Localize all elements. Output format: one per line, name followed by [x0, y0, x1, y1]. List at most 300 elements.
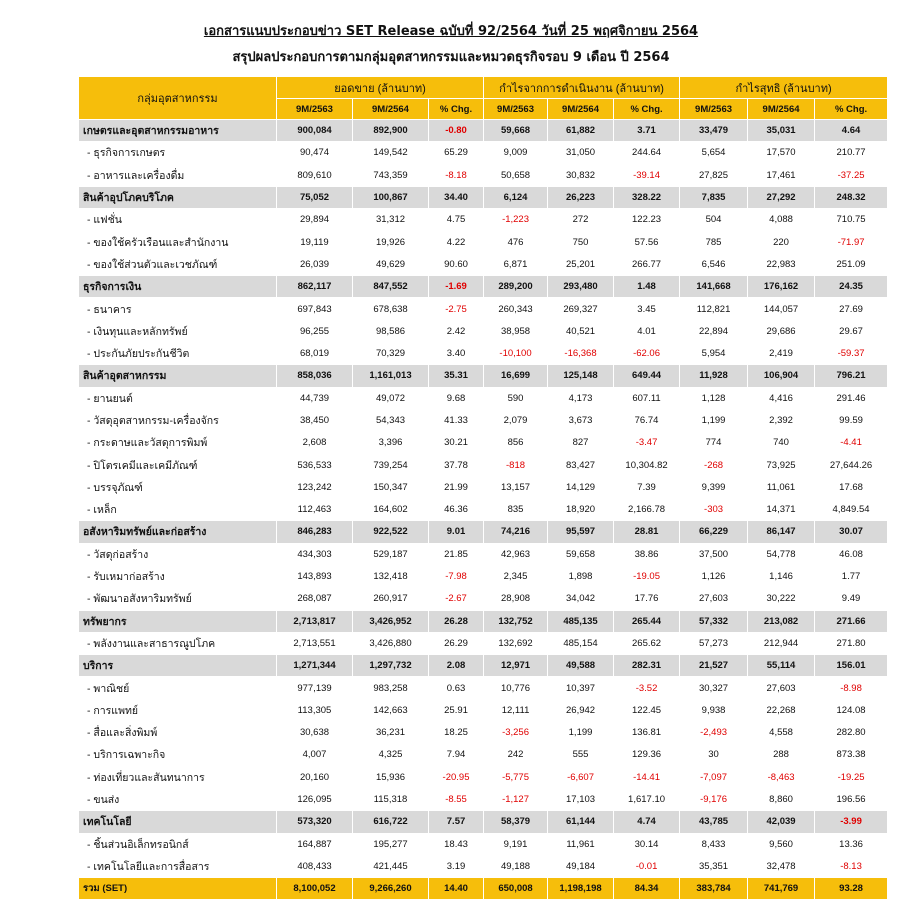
document-subtitle: สรุปผลประกอบการตามกลุ่มอุตสาหกรรมและหมวดธุรกิจรอบ 9 เดือน ปี 2564	[232, 50, 670, 65]
value-cell: 57,273	[680, 632, 748, 654]
value-cell: 1,199	[548, 722, 614, 744]
header-operating-profit: กำไรจากการดำเนินงาน (ล้านบาท)	[484, 77, 680, 99]
value-cell: 873.38	[815, 744, 888, 766]
value-cell: 27,644.26	[815, 454, 888, 476]
value-cell: 164,887	[277, 833, 353, 855]
value-cell: 19,926	[353, 231, 429, 253]
category-row	[79, 610, 888, 632]
header-change: % Chg.	[815, 99, 888, 120]
row-label: - วัสดุอุตสาหกรรม-เครื่องจักร	[79, 409, 277, 431]
value-cell: 4.22	[429, 231, 484, 253]
value-cell: 22,983	[748, 253, 815, 275]
header-period-2563: 9M/2563	[277, 99, 353, 120]
value-cell: -3.99	[815, 811, 888, 833]
value-cell: 573,320	[277, 811, 353, 833]
header-row-groups	[79, 77, 888, 99]
value-cell: 774	[680, 432, 748, 454]
row-label: เกษตรและอุตสาหกรรมอาหาร	[79, 120, 277, 142]
value-cell: 2,713,551	[277, 632, 353, 654]
row-label: - เหล็ก	[79, 499, 277, 521]
value-cell: 68,019	[277, 342, 353, 364]
value-cell: 98,586	[353, 320, 429, 342]
header-change: % Chg.	[429, 99, 484, 120]
header-period-2563: 9M/2563	[484, 99, 548, 120]
header-industry-group: กลุ่มอุตสาหกรรม	[79, 77, 277, 120]
value-cell: -20.95	[429, 766, 484, 788]
value-cell: 383,784	[680, 878, 748, 900]
row-label: - พัฒนาอสังหาริมทรัพย์	[79, 588, 277, 610]
value-cell: 268,087	[277, 588, 353, 610]
value-cell: 26.29	[429, 632, 484, 654]
value-cell: 84.34	[614, 878, 680, 900]
value-cell: 126,095	[277, 788, 353, 810]
header-period-2564: 9M/2564	[353, 99, 429, 120]
value-cell: 16,699	[484, 365, 548, 387]
value-cell: 57,332	[680, 610, 748, 632]
value-cell: 37,500	[680, 543, 748, 565]
value-cell: 9,560	[748, 833, 815, 855]
value-cell: 4.75	[429, 209, 484, 231]
value-cell: 12,111	[484, 699, 548, 721]
value-cell: 710.75	[815, 209, 888, 231]
value-cell: 4,558	[748, 722, 815, 744]
subcategory-row	[79, 788, 888, 810]
value-cell: 2,713,817	[277, 610, 353, 632]
value-cell: 28,908	[484, 588, 548, 610]
value-cell: 25.91	[429, 699, 484, 721]
value-cell: -2,493	[680, 722, 748, 744]
value-cell: 30.07	[815, 521, 888, 543]
value-cell: 27,292	[748, 186, 815, 208]
subcategory-row	[79, 543, 888, 565]
value-cell: 3,396	[353, 432, 429, 454]
value-cell: 144,057	[748, 298, 815, 320]
value-cell: 42,963	[484, 543, 548, 565]
value-cell: -4.41	[815, 432, 888, 454]
value-cell: 125,148	[548, 365, 614, 387]
row-label: - แฟชั่น	[79, 209, 277, 231]
value-cell: 43,785	[680, 811, 748, 833]
value-cell: 260,917	[353, 588, 429, 610]
header-period-2564: 9M/2564	[548, 99, 614, 120]
value-cell: 856	[484, 432, 548, 454]
value-cell: 40,521	[548, 320, 614, 342]
value-cell: 3,426,880	[353, 632, 429, 654]
value-cell: -19.25	[815, 766, 888, 788]
value-cell: 66,229	[680, 521, 748, 543]
value-cell: 112,821	[680, 298, 748, 320]
value-cell: 2,166.78	[614, 499, 680, 521]
subcategory-row	[79, 298, 888, 320]
value-cell: 59,668	[484, 120, 548, 142]
subcategory-row	[79, 833, 888, 855]
row-label: บริการ	[79, 655, 277, 677]
value-cell: 90.60	[429, 253, 484, 275]
value-cell: 176,162	[748, 276, 815, 298]
subcategory-row	[79, 699, 888, 721]
value-cell: 26.28	[429, 610, 484, 632]
value-cell: 30.14	[614, 833, 680, 855]
value-cell: 485,154	[548, 632, 614, 654]
value-cell: 847,552	[353, 276, 429, 298]
value-cell: 242	[484, 744, 548, 766]
value-cell: 132,752	[484, 610, 548, 632]
header-net-profit: กำไรสุทธิ (ล้านบาท)	[680, 77, 888, 99]
value-cell: 132,692	[484, 632, 548, 654]
value-cell: 164,602	[353, 499, 429, 521]
value-cell: 17.68	[815, 476, 888, 498]
value-cell: 86,147	[748, 521, 815, 543]
value-cell: 31,050	[548, 142, 614, 164]
header-period-2563: 9M/2563	[680, 99, 748, 120]
value-cell: 20,160	[277, 766, 353, 788]
row-label: - สื่อและสิ่งพิมพ์	[79, 722, 277, 744]
value-cell: 809,610	[277, 164, 353, 186]
value-cell: 785	[680, 231, 748, 253]
value-cell: 76.74	[614, 409, 680, 431]
value-cell: -2.75	[429, 298, 484, 320]
value-cell: -1.69	[429, 276, 484, 298]
row-label: - ชิ้นส่วนอิเล็กทรอนิกส์	[79, 833, 277, 855]
value-cell: 136.81	[614, 722, 680, 744]
value-cell: 14,129	[548, 476, 614, 498]
value-cell: 9,191	[484, 833, 548, 855]
value-cell: 42,039	[748, 811, 815, 833]
subcategory-row	[79, 722, 888, 744]
document-title: เอกสารแนบประกอบข่าว SET Release ฉบับที่ 92/2564 วันที่ 25 พฤศจิกายน 2564	[203, 24, 699, 39]
value-cell: 1,146	[748, 565, 815, 587]
value-cell: 4,416	[748, 387, 815, 409]
value-cell: -71.97	[815, 231, 888, 253]
value-cell: 3.19	[429, 855, 484, 877]
value-cell: 504	[680, 209, 748, 231]
value-cell: 485,135	[548, 610, 614, 632]
value-cell: 35,031	[748, 120, 815, 142]
value-cell: 1.48	[614, 276, 680, 298]
value-cell: 46.08	[815, 543, 888, 565]
value-cell: 13,157	[484, 476, 548, 498]
value-cell: 122.45	[614, 699, 680, 721]
value-cell: 922,522	[353, 521, 429, 543]
value-cell: 4,088	[748, 209, 815, 231]
value-cell: 7.39	[614, 476, 680, 498]
value-cell: -39.14	[614, 164, 680, 186]
value-cell: 5,954	[680, 342, 748, 364]
value-cell: -14.41	[614, 766, 680, 788]
value-cell: 21,527	[680, 655, 748, 677]
value-cell: 25,201	[548, 253, 614, 275]
value-cell: 31,312	[353, 209, 429, 231]
category-row	[79, 186, 888, 208]
value-cell: 739,254	[353, 454, 429, 476]
value-cell: 4,173	[548, 387, 614, 409]
value-cell: -7.98	[429, 565, 484, 587]
row-label: ธุรกิจการเงิน	[79, 276, 277, 298]
row-label: รวม (SET)	[79, 878, 277, 900]
header-sales: ยอดขาย (ล้านบาท)	[277, 77, 484, 99]
value-cell: 282.31	[614, 655, 680, 677]
subcategory-row	[79, 409, 888, 431]
value-cell: 113,305	[277, 699, 353, 721]
value-cell: 38.86	[614, 543, 680, 565]
value-cell: 434,303	[277, 543, 353, 565]
value-cell: 29,894	[277, 209, 353, 231]
row-label: สินค้าอุปโภคบริโภค	[79, 186, 277, 208]
value-cell: -5,775	[484, 766, 548, 788]
value-cell: -2.67	[429, 588, 484, 610]
row-label: - ประกันภัยประกันชีวิต	[79, 342, 277, 364]
row-label: สินค้าอุตสาหกรรม	[79, 365, 277, 387]
value-cell: 2,608	[277, 432, 353, 454]
value-cell: 740	[748, 432, 815, 454]
value-cell: 100,867	[353, 186, 429, 208]
value-cell: 1,128	[680, 387, 748, 409]
category-row	[79, 655, 888, 677]
value-cell: 4,325	[353, 744, 429, 766]
value-cell: 18.43	[429, 833, 484, 855]
value-cell: 50,658	[484, 164, 548, 186]
header-change: % Chg.	[614, 99, 680, 120]
subcategory-row	[79, 744, 888, 766]
value-cell: 35,351	[680, 855, 748, 877]
value-cell: -8,463	[748, 766, 815, 788]
value-cell: 858,036	[277, 365, 353, 387]
value-cell: 96,255	[277, 320, 353, 342]
value-cell: -8.13	[815, 855, 888, 877]
value-cell: 251.09	[815, 253, 888, 275]
value-cell: 74,216	[484, 521, 548, 543]
value-cell: 27.69	[815, 298, 888, 320]
subcategory-row	[79, 209, 888, 231]
row-label: - เทคโนโลยีและการสื่อสาร	[79, 855, 277, 877]
value-cell: 3.71	[614, 120, 680, 142]
value-cell: 2,392	[748, 409, 815, 431]
value-cell: 796.21	[815, 365, 888, 387]
row-label: - ของใช้ครัวเรือนและสำนักงาน	[79, 231, 277, 253]
row-label: - พาณิชย์	[79, 677, 277, 699]
value-cell: 10,397	[548, 677, 614, 699]
value-cell: 289,200	[484, 276, 548, 298]
row-label: - วัสดุก่อสร้าง	[79, 543, 277, 565]
value-cell: 2,419	[748, 342, 815, 364]
value-cell: 12,971	[484, 655, 548, 677]
category-row	[79, 365, 888, 387]
subcategory-row	[79, 588, 888, 610]
subcategory-row	[79, 253, 888, 275]
subcategory-row	[79, 632, 888, 654]
subcategory-row	[79, 476, 888, 498]
value-cell: 9,399	[680, 476, 748, 498]
value-cell: 616,722	[353, 811, 429, 833]
value-cell: 6,871	[484, 253, 548, 275]
value-cell: 8,860	[748, 788, 815, 810]
value-cell: 55,114	[748, 655, 815, 677]
value-cell: 17,461	[748, 164, 815, 186]
subcategory-row	[79, 565, 888, 587]
value-cell: 4.74	[614, 811, 680, 833]
value-cell: 4.64	[815, 120, 888, 142]
value-cell: 260,343	[484, 298, 548, 320]
value-cell: 2.08	[429, 655, 484, 677]
value-cell: 90,474	[277, 142, 353, 164]
value-cell: 3,426,952	[353, 610, 429, 632]
value-cell: 983,258	[353, 677, 429, 699]
row-label: - ขนส่ง	[79, 788, 277, 810]
row-label: - อาหารและเครื่องดื่ม	[79, 164, 277, 186]
value-cell: -10,100	[484, 342, 548, 364]
value-cell: 4,849.54	[815, 499, 888, 521]
row-label: ทรัพยากร	[79, 610, 277, 632]
value-cell: 900,084	[277, 120, 353, 142]
value-cell: 9,009	[484, 142, 548, 164]
value-cell: 11,928	[680, 365, 748, 387]
value-cell: 36,231	[353, 722, 429, 744]
value-cell: 265.62	[614, 632, 680, 654]
value-cell: 210.77	[815, 142, 888, 164]
value-cell: 26,223	[548, 186, 614, 208]
value-cell: -8.98	[815, 677, 888, 699]
value-cell: -59.37	[815, 342, 888, 364]
value-cell: 0.63	[429, 677, 484, 699]
value-cell: 1,199	[680, 409, 748, 431]
value-cell: 30,832	[548, 164, 614, 186]
row-label: - เงินทุนและหลักทรัพย์	[79, 320, 277, 342]
value-cell: 271.80	[815, 632, 888, 654]
value-cell: 555	[548, 744, 614, 766]
subcategory-row	[79, 454, 888, 476]
value-cell: 22,894	[680, 320, 748, 342]
value-cell: -1,127	[484, 788, 548, 810]
value-cell: 46.36	[429, 499, 484, 521]
value-cell: 835	[484, 499, 548, 521]
value-cell: 2,345	[484, 565, 548, 587]
value-cell: 265.44	[614, 610, 680, 632]
row-label: - ธุรกิจการเกษตร	[79, 142, 277, 164]
value-cell: 54,778	[748, 543, 815, 565]
value-cell: 38,450	[277, 409, 353, 431]
value-cell: 95,597	[548, 521, 614, 543]
value-cell: 196.56	[815, 788, 888, 810]
value-cell: 73,925	[748, 454, 815, 476]
value-cell: 650,008	[484, 878, 548, 900]
value-cell: 9.49	[815, 588, 888, 610]
value-cell: 421,445	[353, 855, 429, 877]
value-cell: 122.23	[614, 209, 680, 231]
value-cell: 19,119	[277, 231, 353, 253]
value-cell: 9,938	[680, 699, 748, 721]
value-cell: 743,359	[353, 164, 429, 186]
value-cell: 590	[484, 387, 548, 409]
value-cell: 29,686	[748, 320, 815, 342]
value-cell: 6,124	[484, 186, 548, 208]
value-cell: 61,144	[548, 811, 614, 833]
value-cell: 58,379	[484, 811, 548, 833]
row-label: - ของใช้ส่วนตัวและเวชภัณฑ์	[79, 253, 277, 275]
row-label: - รับเหมาก่อสร้าง	[79, 565, 277, 587]
results-table	[78, 76, 888, 900]
row-label: - ปิโตรเคมีและเคมีภัณฑ์	[79, 454, 277, 476]
value-cell: 30.21	[429, 432, 484, 454]
value-cell: 862,117	[277, 276, 353, 298]
value-cell: -3,256	[484, 722, 548, 744]
value-cell: 83,427	[548, 454, 614, 476]
value-cell: 11,061	[748, 476, 815, 498]
value-cell: 18.25	[429, 722, 484, 744]
value-cell: 22,268	[748, 699, 815, 721]
value-cell: -1,223	[484, 209, 548, 231]
value-cell: 678,638	[353, 298, 429, 320]
value-cell: 59,658	[548, 543, 614, 565]
value-cell: 2,079	[484, 409, 548, 431]
value-cell: 607.11	[614, 387, 680, 409]
value-cell: 30,327	[680, 677, 748, 699]
category-row	[79, 120, 888, 142]
value-cell: -62.06	[614, 342, 680, 364]
value-cell: 32,478	[748, 855, 815, 877]
value-cell: 697,843	[277, 298, 353, 320]
value-cell: 244.64	[614, 142, 680, 164]
value-cell: 75,052	[277, 186, 353, 208]
value-cell: 271.66	[815, 610, 888, 632]
total-row	[79, 878, 888, 900]
value-cell: 3,673	[548, 409, 614, 431]
category-row	[79, 811, 888, 833]
value-cell: 750	[548, 231, 614, 253]
value-cell: 35.31	[429, 365, 484, 387]
value-cell: 266.77	[614, 253, 680, 275]
value-cell: 741,769	[748, 878, 815, 900]
value-cell: 49,588	[548, 655, 614, 677]
value-cell: 26,942	[548, 699, 614, 721]
value-cell: 1,198,198	[548, 878, 614, 900]
subcategory-row	[79, 142, 888, 164]
value-cell: 536,533	[277, 454, 353, 476]
row-label: อสังหาริมทรัพย์และก่อสร้าง	[79, 521, 277, 543]
subcategory-row	[79, 320, 888, 342]
value-cell: 9.68	[429, 387, 484, 409]
value-cell: 143,893	[277, 565, 353, 587]
value-cell: 61,882	[548, 120, 614, 142]
value-cell: 269,327	[548, 298, 614, 320]
value-cell: 13.36	[815, 833, 888, 855]
value-cell: 27,603	[680, 588, 748, 610]
value-cell: 124.08	[815, 699, 888, 721]
value-cell: -37.25	[815, 164, 888, 186]
value-cell: 106,904	[748, 365, 815, 387]
value-cell: 27,825	[680, 164, 748, 186]
value-cell: 44,739	[277, 387, 353, 409]
value-cell: -3.52	[614, 677, 680, 699]
value-cell: 248.32	[815, 186, 888, 208]
value-cell: -268	[680, 454, 748, 476]
value-cell: 38,958	[484, 320, 548, 342]
value-cell: 156.01	[815, 655, 888, 677]
value-cell: 21.85	[429, 543, 484, 565]
value-cell: 7.57	[429, 811, 484, 833]
value-cell: 41.33	[429, 409, 484, 431]
value-cell: 27,603	[748, 677, 815, 699]
value-cell: 15,936	[353, 766, 429, 788]
value-cell: -19.05	[614, 565, 680, 587]
value-cell: 14.40	[429, 878, 484, 900]
value-cell: 288	[748, 744, 815, 766]
row-label: - ท่องเที่ยวและสันทนาการ	[79, 766, 277, 788]
value-cell: 29.67	[815, 320, 888, 342]
row-label: - ธนาคาร	[79, 298, 277, 320]
value-cell: -6,607	[548, 766, 614, 788]
value-cell: -8.55	[429, 788, 484, 810]
value-cell: 892,900	[353, 120, 429, 142]
